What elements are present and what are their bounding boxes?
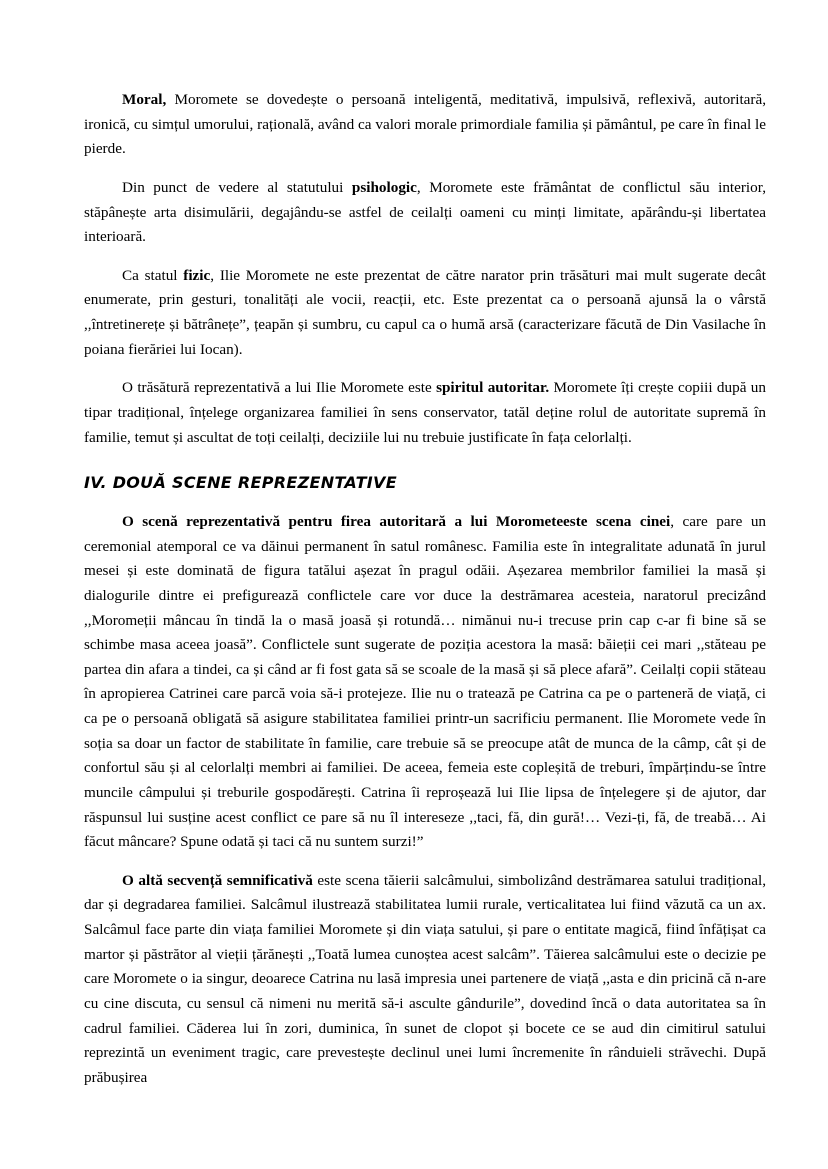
paragraph-post-spirit: Moromete îți crește copiii după un tipar tradițional, înțelege organizarea familiei în sens conservator, tatăl deține rolul de autoritate supremă în familie, temut și ascultat de toți ceilalți, deciziile lui nu trebuie justificate în fața celorlalți. <box>84 379 766 446</box>
document-body <box>84 88 766 1090</box>
paragraph-post-scena-cinei: , care pare un ceremonial atemporal ce va dăinui permanent în satul românesc. Familia este în integralitate adunată în jurul mesei și este dominată de figura tatălui așezat în pragul odăii. Așezarea membrilor familiei la masă și dialogurile dintre ei prefigurează conflictele care vor duce la destrămarea acesteia, naratorul precizând ,,Moromeții mâncau în tindă la o masă joasă și rotundă… nimănui nu-i trecuse prin cap c-ar fi bine să se schimbe masa aceea joasă”. Conflictele sunt sugerate de poziția acestora la masă: băieții cei mari ,,stăteau pe partea din afara a tindei, ca și când ar fi fost gata să se scoale de la masă și să plece afară”. Ceilalți copii stăteau în apropierea Catrinei care parcă voia să-i protejeze. Ilie nu o tratează pe Catrina ca pe o parteneră de viață, ci ca pe o persoană obligată să asigure stabilitatea familiei printr-un sacrificiu permanent. Ilie Moromete vede în soția sa doar un factor de stabilitate în familie, care trebuie să se preocupe atât de munca de la câmp, cât și de confortul său și al celorlalți membri ai familiei. De aceea, femeia este copleșită de treburi, împărțindu-se între muncile câmpului și treburile gospodărești. Catrina îi reproșează lui Ilie lipsa de înțelegere și de ajutor, dar răspunsul lui susține acest conflict ce pare să nu îl intereseze ,,taci, fă, din gură!… Vezi-ți, fă, de treabă… Ai făcut mâncare? Spune odată și taci că nu suntem surzi!” <box>84 513 767 851</box>
paragraph-bold-scena-cinei: O scenă reprezentativă pentru firea autoritară a lui Morometeeste scena cinei <box>122 513 671 531</box>
paragraph-scena-cinei <box>84 510 766 855</box>
paragraph-lead-moral: Moral, <box>122 91 167 108</box>
paragraph-post-salcam: este scena tăierii salcâmului, simbolizând destrămarea satului tradițional, dar și degradarea familiei. Salcâmul ilustrează stabilitatea lumii rurale, verticalitatea lui fiind văzută ca un ax. Salcâmul face parte din viața familiei Moromete și din viața satului, și pare o entitate magică, fiind înfățișat ca martor și păstrător al vieții țărănești ,,Toată lumea cunoștea acest salcâm”. Tăierea salcâmului este o decizie pe care Moromete o ia singur, deoarece Catrina nu lasă impresia unei partenere de viață ,,asta e din pricină că n-are cu cine discuta, cu sensul că nimeni nu merită să-i asculte gândurile”, dovedind încă o data autoritatea sa în cadrul familiei. Căderea lui în zori, duminica, în sunet de clopot și bocete ce se aud din cimitirul satului reprezintă un eveniment tragic, care prevestește declinul unei lumi încremenite în rânduieli străvechi. După prăbușirea <box>84 871 766 1086</box>
paragraph-psihologic <box>84 176 766 250</box>
paragraph-post-fizic: , Ilie Moromete ne este prezentat de către narator prin trăsături mai mult sugerate decât enumerate, prin gesturi, tonalități ale vocii, reacții, etc. Este prezentat ca o persoană ajunsă la o vârstă ,,întretinerețe și bătrânețe”, țeapăn și sumbru, cu capul ca o humă arsă (caracterizare făcută de Din Vasilache în poiana fierăriei lui Iocan). <box>84 266 766 358</box>
paragraph-bold-salcam: O altă secvență semnificativă <box>122 871 313 889</box>
paragraph-pre-spirit: O trăsătură reprezentativă a lui Ilie Moromete este <box>122 379 437 397</box>
paragraph-bold-psihologic: psihologic <box>351 178 417 196</box>
paragraph-post-psihologic: , Moromete este frământat de conflictul său interior, stăpânește arta disimulării, degajându-se astfel de ceilalți oameni cu minți limitate, apărându-și libertatea interioară. <box>84 178 766 246</box>
paragraph-spirit-autoritar <box>84 376 766 450</box>
paragraph-bold-fizic: fizic <box>183 266 211 284</box>
paragraph-pre-psihologic: Din punct de vedere al statutului <box>122 178 352 196</box>
paragraph-moral <box>84 88 766 162</box>
paragraph-text-moral: Moromete se dovedește o persoană inteligentă, meditativă, impulsivă, reflexivă, autoritară, ironică, cu simțul umorului, rațională, având ca valori morale primordiale familia și pământul, pe care în final le pierde. <box>84 91 766 158</box>
paragraph-pre-fizic: Ca statul <box>122 266 184 284</box>
paragraph-fizic <box>84 264 766 363</box>
paragraph-bold-spirit: spiritul autoritar. <box>436 379 550 397</box>
section-heading-scene-reprezentative: IV. DOUĂ SCENE REPREZENTATIVE <box>84 473 397 493</box>
paragraph-salcam <box>84 869 766 1091</box>
